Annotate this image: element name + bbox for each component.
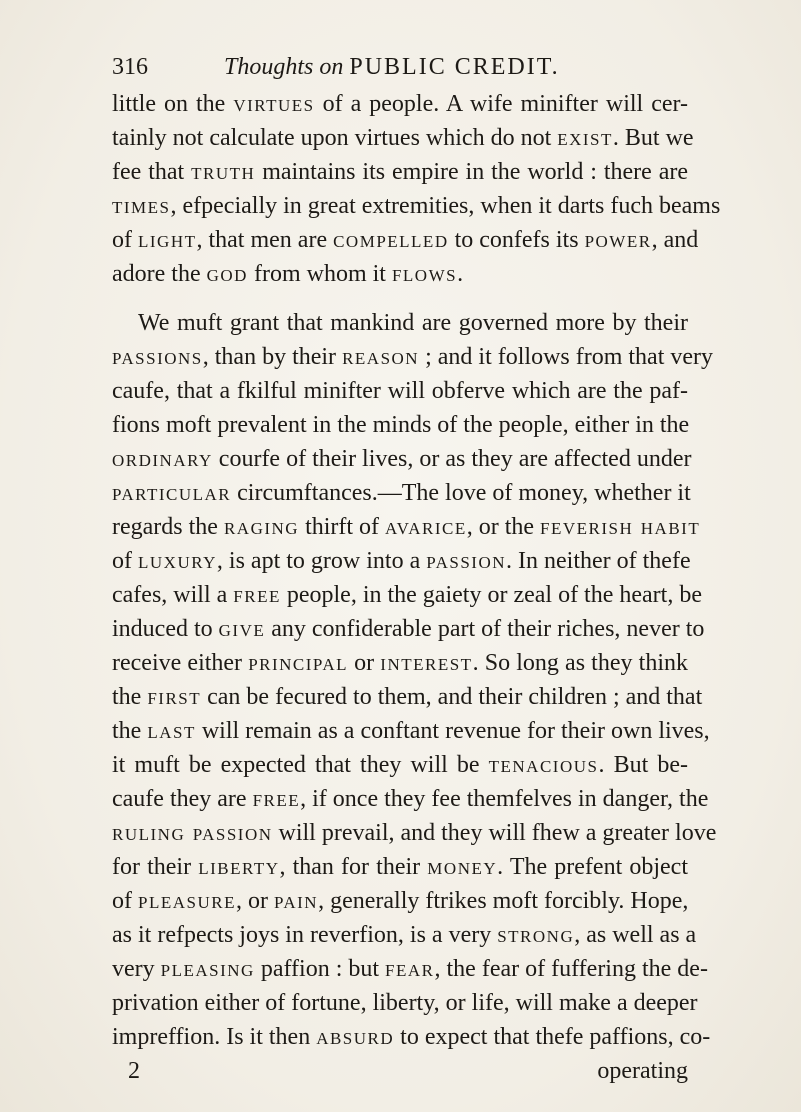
text-line (112, 816, 717, 850)
text-line (112, 442, 692, 476)
text-run: fions moft prevalent in the minds of the people, either in the (112, 412, 690, 438)
text-line (112, 646, 688, 680)
small-caps-run: ruling passion (112, 820, 273, 846)
text-line (112, 578, 702, 612)
text-run: people, in the gaiety or zeal of the heart, be (280, 582, 702, 608)
text-run: . (457, 261, 464, 287)
text-run: maintains its empire in the world : there are (255, 159, 688, 185)
text-run: as it refpects joys in reverfion, is a very (112, 922, 498, 948)
text-run: to confefs its (448, 227, 585, 253)
text-run: will prevail, and they will fhew a greater love (272, 820, 717, 846)
small-caps-run: absurd (316, 1024, 395, 1050)
text-run: , if once they fee themfelves in danger, the (300, 786, 709, 812)
small-caps-run: passions (112, 344, 203, 370)
text-line (112, 986, 698, 1020)
text-run: of (112, 888, 138, 914)
small-caps-run: raging (223, 514, 300, 540)
small-caps-run: avarice (385, 514, 467, 540)
small-caps-run: flows (391, 261, 458, 287)
text-run: paffion : but (254, 956, 386, 982)
text-run: to expect that thefe paffions, co- (394, 1024, 711, 1050)
text-line (112, 257, 688, 291)
running-title-caps: PUBLIC CREDIT. (349, 54, 560, 80)
small-caps-run: free (233, 582, 281, 608)
text-run: , generally ftrikes moft forcibly. Hope, (318, 888, 689, 914)
small-caps-run: feverish habit (540, 514, 701, 540)
text-line (112, 510, 701, 544)
text-run: for their (112, 854, 199, 880)
page-footer (112, 1054, 688, 1088)
small-caps-run: exist (557, 125, 613, 151)
text-run: , that men are (196, 227, 334, 253)
text-line (112, 748, 688, 782)
small-caps-run: pleasing (160, 956, 255, 982)
small-caps-run: last (147, 718, 196, 744)
small-caps-run: give (218, 616, 266, 642)
text-run: or (348, 650, 381, 676)
small-caps-run: pleasure (138, 888, 236, 914)
text-run: little on the (112, 91, 234, 117)
text-run: privation either of fortune, liberty, or life, will make a deeper (112, 990, 698, 1016)
text-run: adore the (112, 261, 207, 287)
small-caps-run: compelled (333, 227, 449, 253)
small-caps-run: free (252, 786, 301, 812)
text-run: of a people. A wife minifter will cer- (314, 91, 689, 117)
text-run: from whom it (247, 261, 392, 287)
small-caps-run: money (427, 854, 498, 880)
text-run: We muft grant that mankind are governed more by their (138, 310, 688, 336)
text-line (112, 714, 710, 748)
text-run: caufe, that a fkilful minifter will obferve which are the paf- (112, 378, 688, 404)
running-title-italic: Thoughts on (224, 54, 344, 80)
text-line (112, 952, 708, 986)
text-line (112, 408, 688, 442)
text-line (112, 612, 705, 646)
text-run: courfe of their lives, or as they are affected under (212, 446, 692, 472)
signature-mark: 2 (128, 1058, 140, 1084)
text-run: of (112, 227, 138, 253)
text-run: the (112, 684, 148, 710)
text-run: . In neither of thefe (506, 548, 691, 574)
text-run: , and (651, 227, 699, 253)
text-line (112, 782, 709, 816)
text-run: , or the (466, 514, 541, 540)
text-run: . So long as they think (472, 650, 688, 676)
small-caps-run: fear (385, 956, 435, 982)
catchword: operating (597, 1058, 688, 1084)
text-line (112, 155, 688, 189)
text-line (112, 476, 691, 510)
small-caps-run: god (206, 261, 248, 287)
text-run: induced to (112, 616, 219, 642)
small-caps-run: light (138, 227, 197, 253)
small-caps-run: liberty (198, 854, 280, 880)
running-header (112, 50, 712, 84)
small-caps-run: power (584, 227, 652, 253)
text-run: receive either (112, 650, 249, 676)
text-line (112, 1020, 711, 1054)
small-caps-run: first (147, 684, 202, 710)
text-run: , is apt to grow into a (216, 548, 427, 574)
text-run: , than for their (279, 854, 428, 880)
text-line (112, 918, 697, 952)
text-run: thirft of (299, 514, 386, 540)
text-line (112, 121, 694, 155)
small-caps-run: strong (497, 922, 575, 948)
text-run: any confiderable part of their riches, never to (265, 616, 705, 642)
text-run: regards the (112, 514, 224, 540)
running-title (224, 50, 560, 84)
text-run: tainly not calculate upon virtues which do not (112, 125, 558, 151)
text-run: can be fecured to them, and their children ; and that (201, 684, 703, 710)
text-run: , efpecially in great extremities, when it darts fuch beams (170, 193, 721, 219)
text-run: impreffion. Is it then (112, 1024, 317, 1050)
small-caps-run: virtues (233, 91, 315, 117)
small-caps-run: luxury (138, 548, 217, 574)
text-run: . But we (612, 125, 694, 151)
text-run: it muft be expected that they will be (112, 752, 489, 778)
small-caps-run: interest (380, 650, 473, 676)
text-run: , the fear of fuffering the de- (434, 956, 708, 982)
text-run: , as well as a (574, 922, 697, 948)
page-number: 316 (112, 54, 148, 80)
small-caps-run: times (112, 193, 171, 219)
small-caps-run: tenacious (488, 752, 599, 778)
text-line (112, 680, 703, 714)
text-line (112, 884, 688, 918)
text-line (112, 223, 699, 257)
small-caps-run: passion (426, 548, 507, 574)
small-caps-run: pain (273, 888, 319, 914)
text-run: . The prefent object (497, 854, 689, 880)
text-run: circumftances.—The love of money, whether it (231, 480, 691, 506)
text-run: . But be- (598, 752, 688, 778)
small-caps-run: reason (342, 344, 420, 370)
text-line (112, 374, 688, 408)
text-run: of (112, 548, 138, 574)
small-caps-run: particular (112, 480, 232, 506)
text-run: will remain as a conftant revenue for their own lives, (195, 718, 710, 744)
text-run: fee that (112, 159, 192, 185)
text-run: cafes, will a (112, 582, 234, 608)
text-line (112, 189, 721, 223)
small-caps-run: principal (248, 650, 348, 676)
text-run: ; and it follows from that very (419, 344, 714, 370)
text-run: caufe they are (112, 786, 253, 812)
text-run: the (112, 718, 148, 744)
text-run: very (112, 956, 161, 982)
text-line (112, 544, 691, 578)
text-line (112, 87, 688, 121)
text-line (112, 340, 714, 374)
text-run: , than by their (202, 344, 343, 370)
text-line (138, 306, 688, 340)
small-caps-run: truth (191, 159, 256, 185)
text-run: , or (235, 888, 274, 914)
small-caps-run: ordinary (112, 446, 213, 472)
text-line (112, 850, 688, 884)
